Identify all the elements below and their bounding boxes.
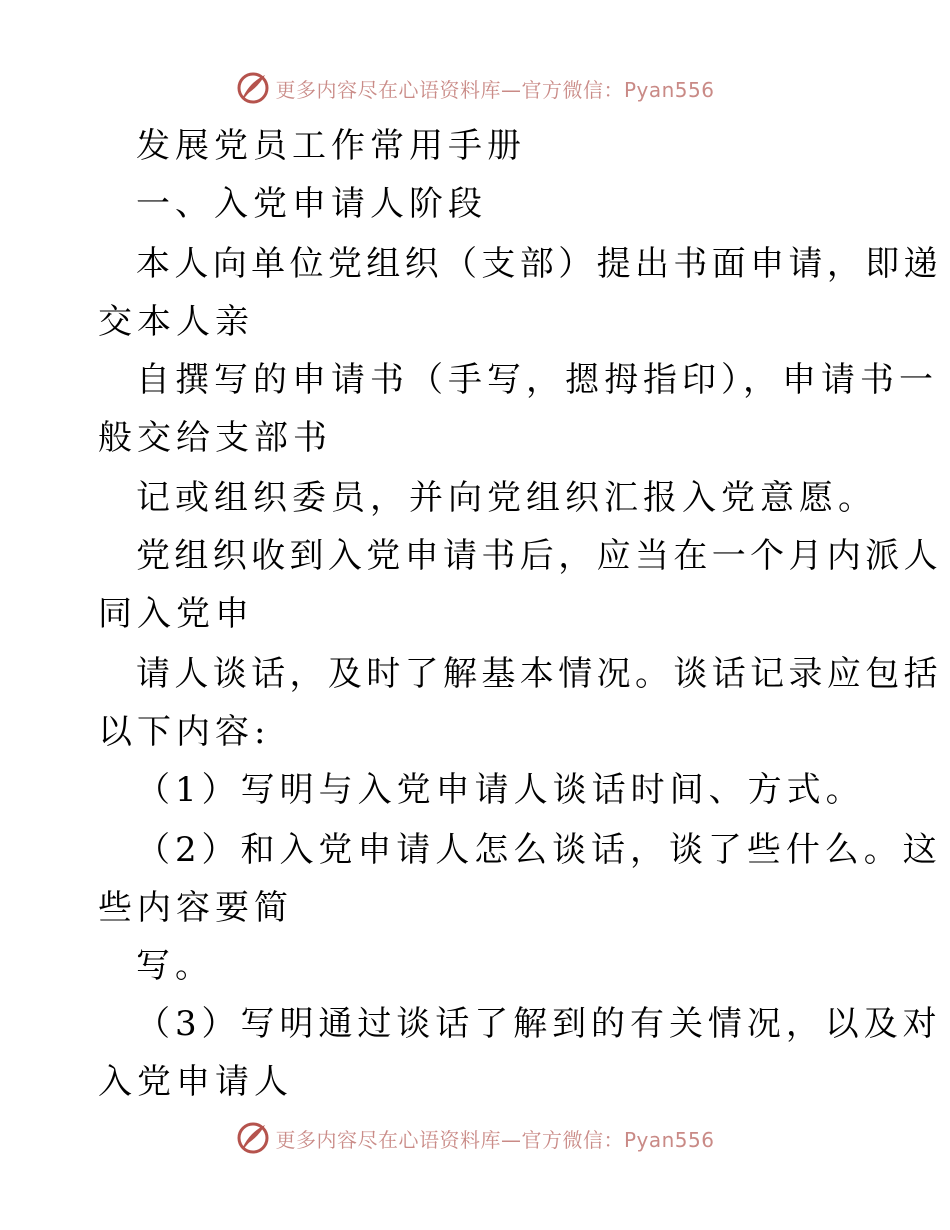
list-item-3: （3）写明通过谈话了解到的有关情况，以及对	[136, 1004, 942, 1044]
paragraph-line: 记或组织委员，并向党组织汇报入党意愿。	[136, 478, 877, 518]
paragraph-line: 请人谈话，及时了解基本情况。谈话记录应包括	[136, 654, 942, 694]
paragraph-line: 入党申请人	[98, 1062, 293, 1102]
list-item-1: （1）写明与入党申请人谈话时间、方式。	[136, 770, 865, 810]
paragraph-line: 些内容要简	[98, 888, 293, 928]
paragraph-line: 党组织收到入党申请书后，应当在一个月内派人	[136, 536, 942, 576]
header-watermark	[0, 70, 950, 106]
document-title: 发展党员工作常用手册	[136, 126, 526, 166]
paragraph-line: 自撰写的申请书（手写，摁拇指印），申请书一	[136, 360, 938, 400]
paragraph-line: 同入党申	[98, 594, 254, 634]
list-item-2: （2）和入党申请人怎么谈话，谈了些什么。这	[136, 830, 942, 870]
watermark-text: 更多内容尽在心语资料库—官方微信：Pyan556	[275, 77, 715, 102]
paragraph-line: 交本人亲	[98, 302, 254, 342]
feather-pen-logo-icon	[235, 1120, 271, 1156]
paragraph-line: 以下内容:	[98, 712, 271, 752]
watermark-text: 更多内容尽在心语资料库—官方微信：Pyan556	[275, 1127, 715, 1152]
paragraph-line: 写。	[136, 946, 214, 986]
paragraph-line: 般交给支部书	[98, 418, 332, 458]
feather-pen-logo-icon	[235, 70, 271, 106]
section-heading: 一、入党申请人阶段	[136, 184, 487, 224]
footer-watermark	[0, 1120, 950, 1156]
paragraph-line: 本人向单位党组织（支部）提出书面申请，即递	[136, 244, 942, 284]
